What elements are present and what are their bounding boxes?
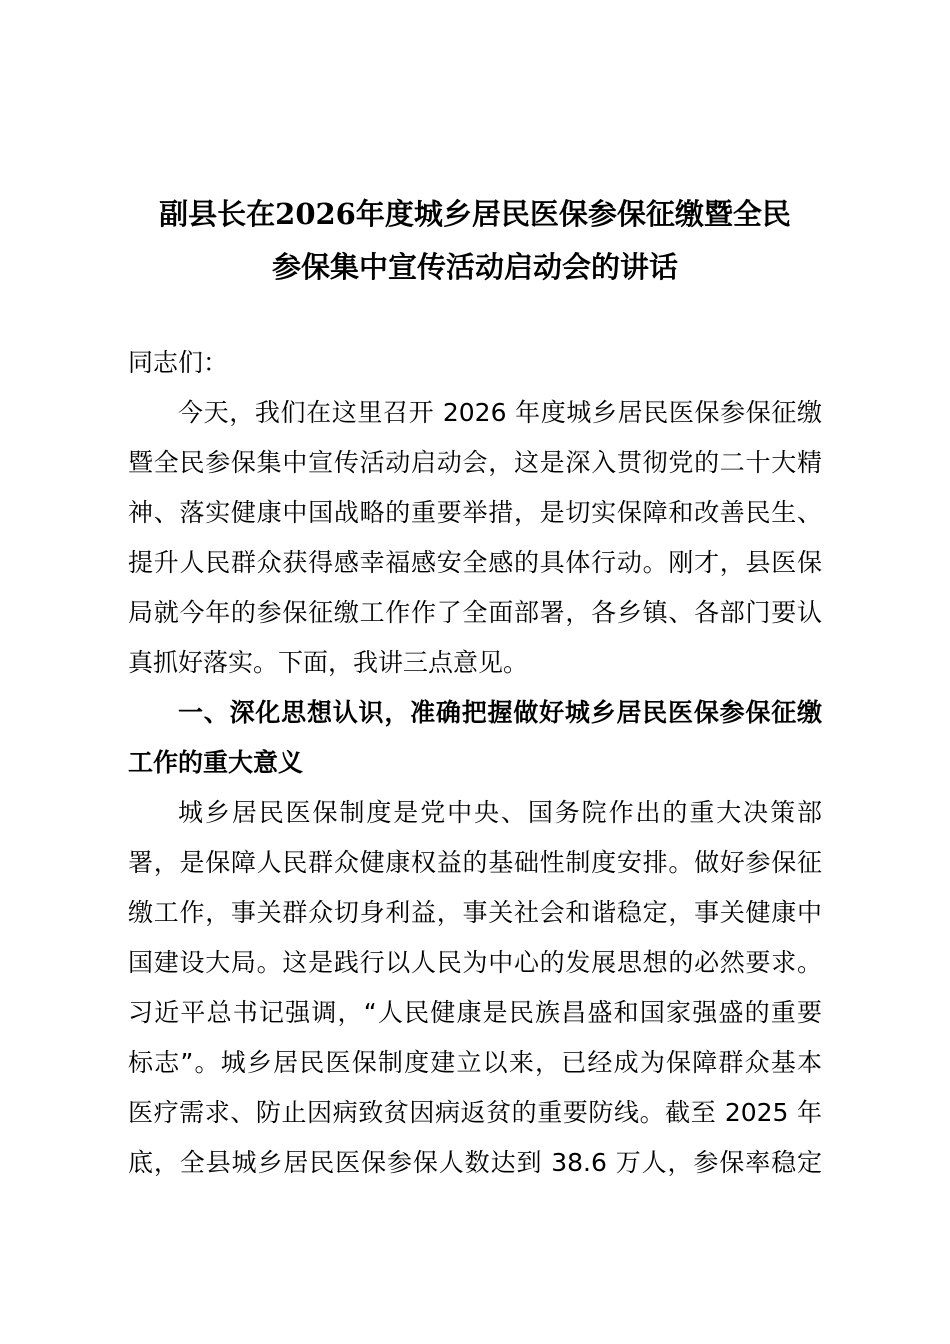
section-1-body-line: 习近平总书记强调，“人民健康是民族昌盛和国家强盛的重要 <box>128 998 822 1027</box>
section-1-body-line: 署，是保障人民群众健康权益的基础性制度安排。做好参保征 <box>128 848 822 877</box>
intro-line: 暨全民参保集中宣传活动启动会，这是深入贯彻党的二十大精 <box>128 448 822 477</box>
section-1-body-line: 底，全县城乡居民医保参保人数达到 38.6 万人，参保率稳定 <box>128 1148 822 1177</box>
document-title-line-2: 参保集中宣传活动启动会的讲话 <box>271 250 678 284</box>
section-1-body-line: 缴工作，事关群众切身利益，事关社会和谐稳定，事关健康中 <box>128 898 822 927</box>
section-1-body-line: 医疗需求、防止因病致贫因病返贫的重要防线。截至 2025 年 <box>128 1098 822 1127</box>
section-1-body-line: 标志”。城乡居民医保制度建立以来，已经成为保障群众基本 <box>128 1048 822 1077</box>
intro-line: 提升人民群众获得感幸福感安全感的具体行动。刚才，县医保 <box>128 548 822 577</box>
salutation: 同志们： <box>128 348 229 377</box>
section-1-heading-line: 工作的重大意义 <box>128 748 304 777</box>
intro-line: 神、落实健康中国战略的重要举措，是切实保障和改善民生、 <box>128 498 822 527</box>
section-1-body-line: 国建设大局。这是践行以人民为中心的发展思想的必然要求。 <box>128 948 822 977</box>
intro-line: 真抓好落实。下面，我讲三点意见。 <box>128 648 529 677</box>
section-1-body-line: 城乡居民医保制度是党中央、国务院作出的重大决策部 <box>178 798 822 827</box>
intro-line: 局就今年的参保征缴工作作了全面部署，各乡镇、各部门要认 <box>128 598 822 627</box>
intro-line: 今天，我们在这里召开 2026 年度城乡居民医保参保征缴 <box>178 398 822 427</box>
document-title-line-1: 副县长在2026年度城乡居民医保参保征缴暨全民 <box>159 197 791 231</box>
section-1-heading-line: 一、深化思想认识，准确把握做好城乡居民医保参保征缴 <box>178 698 822 727</box>
